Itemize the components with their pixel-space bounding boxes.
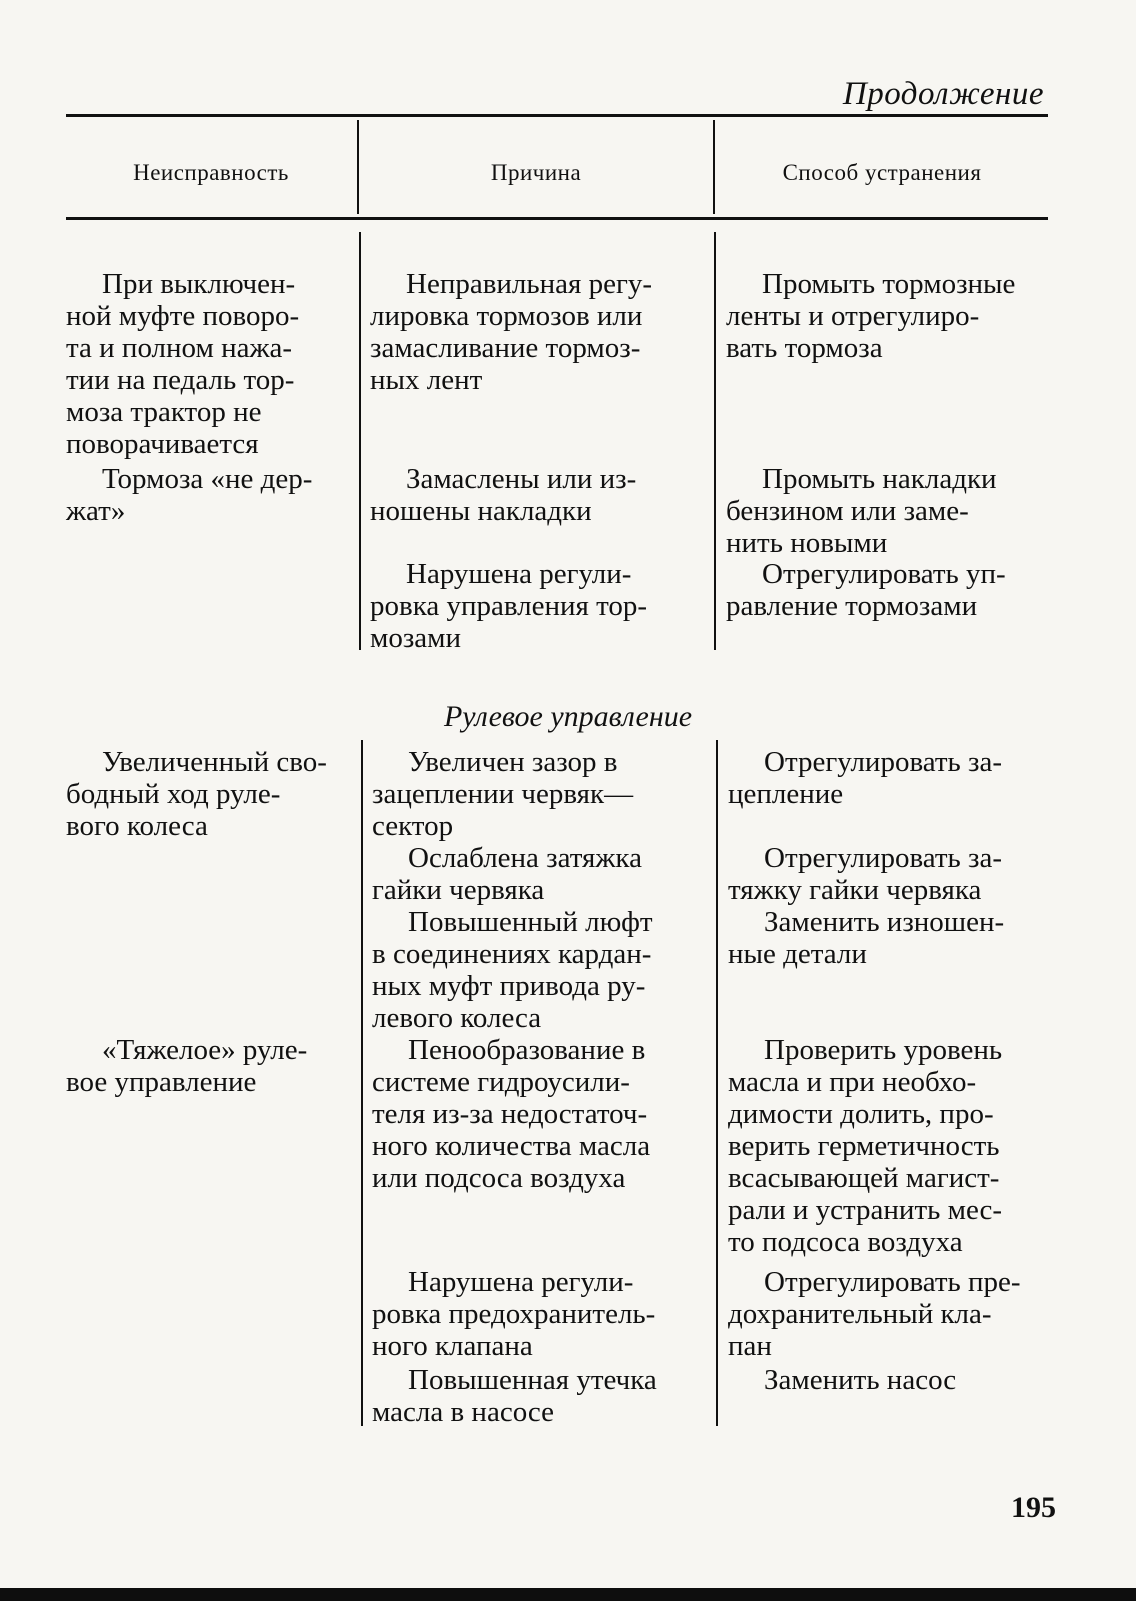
page-number: 195 <box>1011 1491 1056 1524</box>
cause-cell: Увеличен зазор в зацеплении червяк— сектор <box>372 746 634 842</box>
remedy-cell: Отрегулировать уп- равление тормозами <box>726 558 1006 622</box>
cause-cell: Повышенная утечка масла в насосе <box>372 1364 657 1428</box>
remedy-cell: Проверить уровень масла и при необхо- димости долить, про- верить герметичность всасывающей магист- рали и устранить мес- то подсоса воздуха <box>728 1034 1003 1258</box>
header-cause: Причина <box>490 160 582 185</box>
fault-cell: При выключен- ной муфте поворо- та и полном нажа- тии на педаль тор- моза трактор не поворачивается <box>66 268 300 460</box>
fault-cell: «Тяжелое» руле- вое управление <box>66 1034 308 1098</box>
header-divider <box>357 120 359 214</box>
cause-cell: Повышенный люфт в соединениях кардан- ных муфт привода ру- левого колеса <box>372 906 653 1034</box>
column-divider <box>361 740 363 1426</box>
header-remedy: Способ устранения <box>782 160 982 185</box>
header-divider <box>713 120 715 214</box>
cause-cell: Неправильная регу- лировка тормозов или замасливание тормоз- ных лент <box>370 268 653 396</box>
header-bottom-rule <box>66 217 1048 220</box>
remedy-cell: Заменить насос <box>764 1364 957 1396</box>
table-top-rule <box>66 114 1048 117</box>
cause-cell: Замаслены или из- ношены накладки <box>370 463 637 527</box>
section-title: Рулевое управление <box>443 700 693 733</box>
header-fault: Неисправность <box>133 160 289 185</box>
column-divider <box>716 740 718 1426</box>
continued-label: Продолжение <box>842 76 1044 112</box>
cause-cell: Ослаблена затяжка гайки червяка <box>372 842 642 906</box>
fault-cell: Тормоза «не дер- жат» <box>66 463 313 527</box>
remedy-cell: Отрегулировать пре- дохранительный кла- пан <box>728 1266 1021 1362</box>
cause-cell: Нарушена регули- ровка управления тор- мозами <box>370 558 648 654</box>
remedy-cell: Заменить изношен- ные детали <box>728 906 1005 970</box>
cause-cell: Пенообразование в системе гидроусили- теля из-за недостаточ- ного количества масла или подсоса воздуха <box>372 1034 651 1194</box>
column-divider <box>359 232 361 650</box>
remedy-cell: Промыть накладки бензином или заме- нить новыми <box>726 463 997 559</box>
remedy-cell: Отрегулировать за- цепление <box>728 746 1003 810</box>
cause-cell: Нарушена регули- ровка предохранитель- ного клапана <box>372 1266 656 1362</box>
remedy-cell: Отрегулировать за- тяжку гайки червяка <box>728 842 1003 906</box>
remedy-cell: Промыть тормозные ленты и отрегулиро- вать тормоза <box>726 268 1016 364</box>
scan-edge <box>0 1588 1136 1601</box>
column-divider <box>714 232 716 650</box>
fault-cell: Увеличенный сво- бодный ход руле- вого колеса <box>66 746 327 842</box>
